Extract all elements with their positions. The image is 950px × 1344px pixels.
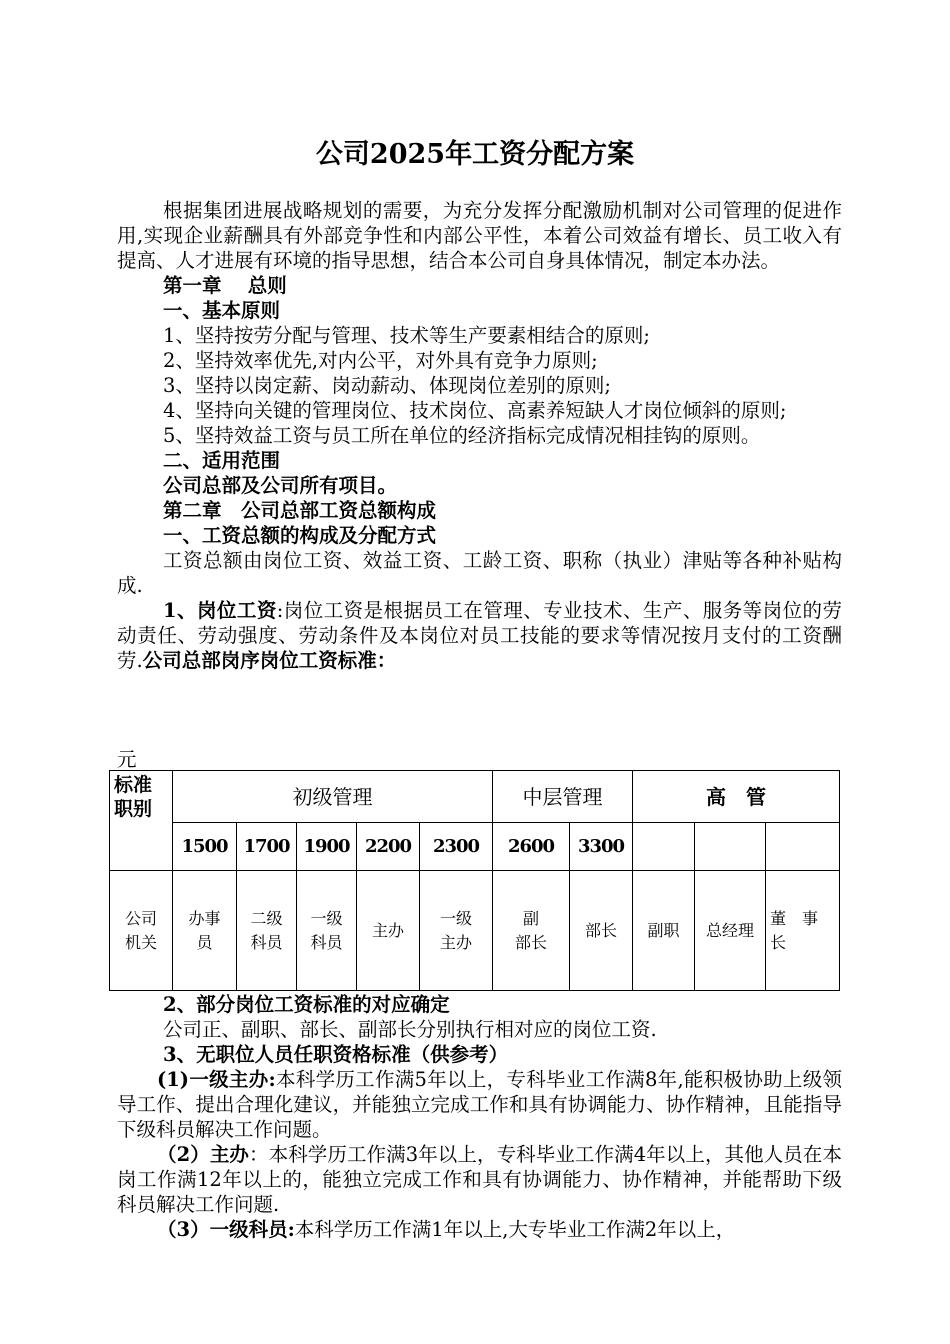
- table-corner-header: 标准 职别: [110, 771, 173, 871]
- role-cell: 主办: [357, 871, 420, 991]
- role-cell: 一级 科员: [297, 871, 357, 991]
- principle-5: 5、坚持效益工资与员工所在单位的经济指标完成情况相挂钩的原则。: [163, 424, 761, 447]
- principle-3: 3、坚持以岗定薪、岗动薪动、体现岗位差别的原则;: [163, 374, 611, 397]
- qualification-2-text: ：本科学历工作满3年以上，专科毕业工作满4年以上，其他人员在本岗工作满12年以上的，能独立完成工作和具有协调能力、协作精神，并能帮助下级科员解决工作问题.: [117, 1143, 842, 1216]
- post-wage-label: 1、岗位工资: [163, 599, 277, 622]
- qualification-1: [117, 1067, 842, 1142]
- qualification-2-label: （2）主办: [157, 1143, 250, 1166]
- role-cell: 部长: [570, 871, 633, 991]
- scope-text: 公司总部及公司所有项目。: [163, 474, 398, 497]
- wage-cell: 3300: [570, 823, 633, 871]
- wage-cell: [695, 823, 766, 871]
- document-title: 公司2025年工资分配方案: [315, 139, 635, 170]
- qualification-1-label: (1)一级主办:: [157, 1068, 276, 1091]
- section-chapter1: [117, 198, 842, 673]
- role-cell: 董 事 长: [766, 871, 840, 991]
- role-cell: 总经理: [695, 871, 766, 991]
- principle-4: 4、坚持向关键的管理岗位、技术岗位、高素养短缺人才岗位倾斜的原则;: [163, 399, 787, 422]
- junior-management-header: 初级管理: [173, 771, 493, 823]
- wage-standard-mapping-heading: 2、部分岗位工资标准的对应确定: [163, 993, 450, 1016]
- role-cell: 一级 主办: [420, 871, 493, 991]
- wage-cell: 2600: [493, 823, 570, 871]
- chapter1-heading: 第一章 总则: [163, 274, 287, 297]
- qualification-3-label: （3）一级科员:: [157, 1218, 295, 1241]
- wage-cell: 1500: [173, 823, 237, 871]
- qualification-heading: 3、无职位人员任职资格标准（供参考）: [163, 1043, 509, 1066]
- role-cell: 办事 员: [173, 871, 237, 991]
- intro-paragraph: 根据集团进展战略规划的需要，为充分发挥分配激励机制对公司管理的促进作用,实现企业薪酬具有外部竞争性和内部公平性，本着公司效益有增长、员工收入有提高、人才进展有环境的指导思想，结合本公司自身具体情况，制定本办法。: [117, 199, 842, 272]
- wage-composition-heading: 一、工资总额的构成及分配方式: [163, 524, 437, 547]
- principle-2: 2、坚持效率优先,对内公平，对外具有竞争力原则;: [163, 349, 598, 372]
- post-wage-paragraph: [117, 598, 842, 673]
- section-qualifications: [117, 992, 842, 1242]
- senior-management-header: 高 管: [633, 771, 840, 823]
- wage-composition-text: 工资总额由岗位工资、效益工资、工龄工资、职称（执业）津贴等各种补贴构成.: [117, 549, 842, 597]
- wage-standard-mapping-text: 公司正、副职、部长、副部长分别执行相对应的岗位工资.: [163, 1018, 657, 1041]
- role-cell: 副职: [633, 871, 695, 991]
- wage-cell: 1900: [297, 823, 357, 871]
- post-wage-standard-label: 公司总部岗序岗位工资标准：: [142, 649, 397, 672]
- qualification-2: [117, 1142, 842, 1217]
- wage-cell: 2200: [357, 823, 420, 871]
- chapter2-heading: 第二章 公司总部工资总额构成: [163, 499, 437, 522]
- unit-label: 元: [117, 748, 137, 771]
- principle-1: 1、坚持按劳分配与管理、技术等生产要素相结合的原则;: [163, 324, 650, 347]
- role-cell: 二级 科员: [237, 871, 297, 991]
- wage-cell: [766, 823, 840, 871]
- qualification-3-text: 本科学历工作满1年以上,大专毕业工作满2年以上，: [294, 1218, 736, 1241]
- qualification-3: [117, 1217, 842, 1242]
- wage-table: [109, 770, 839, 991]
- wage-cell: [633, 823, 695, 871]
- qualification-1-text: 本科学历工作满5年以上，专科毕业工作满8年,能积极协助上级领导工作、提出合理化建议，并能独立完成工作和具有协调能力、协作精神，且能指导下级科员解决工作问题。: [117, 1068, 842, 1141]
- basic-principles-heading: 一、基本原则: [163, 299, 281, 322]
- row-label-company-office: 公司 机关: [110, 871, 173, 991]
- role-cell: 副 部长: [493, 871, 570, 991]
- post-wage-text: :岗位工资是根据员工在管理、专业技术、生产、服务等岗位的劳动责任、劳动强度、劳动条件及本岗位对员工技能的要求等情况按月支付的工资酬劳.: [117, 599, 842, 672]
- scope-heading: 二、适用范围: [163, 449, 281, 472]
- middle-management-header: 中层管理: [493, 771, 633, 823]
- wage-cell: 1700: [237, 823, 297, 871]
- wage-cell: 2300: [420, 823, 493, 871]
